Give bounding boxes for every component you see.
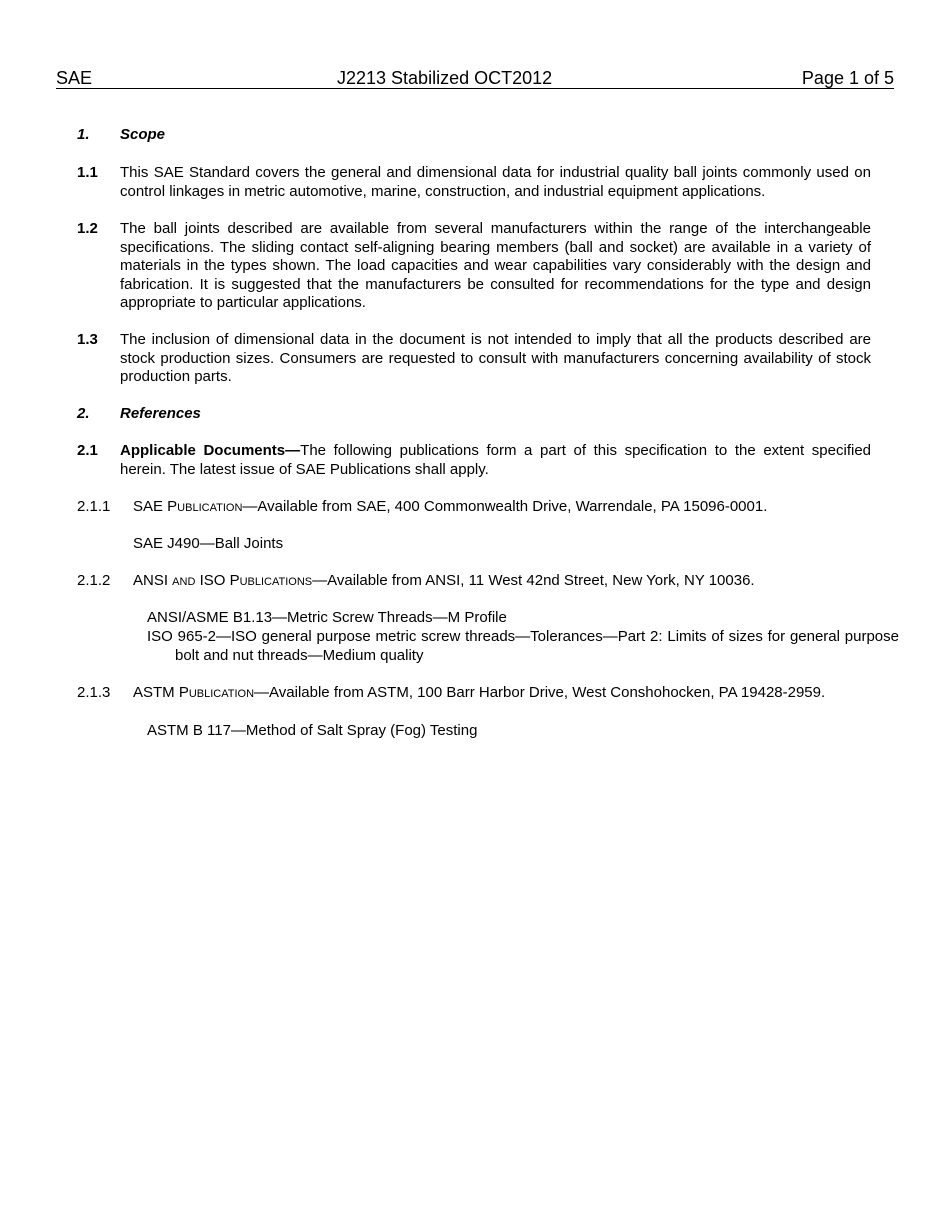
section-1-1 [77,164,871,201]
section-title: Scope [120,126,166,143]
publication-source: ANSI and ISO Publications [133,572,313,589]
paragraph [133,572,871,591]
paragraph: The inclusion of dimensional data in the document is not intended to imply that all the products described are stock production sizes. Consumers are requested to consult with manufacturers concerning availability of stock production parts. [120,331,871,386]
section-number: 1.1 [77,164,98,181]
page-header [56,67,894,89]
section-1-heading [77,126,871,145]
section-title: References [120,405,201,422]
section-number: 2.1.1 [77,498,111,515]
paragraph-lead: Applicable Documents— [120,442,301,459]
paragraph-text: —Available from ANSI, 11 West 42nd Street, New York, NY 10036. [312,572,755,589]
paragraph-text: The following publications form a part of this specification to the extent specified herein. The latest issue of SAE Publications shall apply. [120,442,872,478]
section-1-3 [77,331,871,387]
section-number: 2.1.3 [77,684,111,701]
paragraph [133,498,871,517]
section-2-1-1 [77,498,871,517]
paragraph-text: —Available from ASTM, 100 Barr Harbor Drive, West Conshohocken, PA 19428-2959. [254,684,826,701]
header-org: SAE [56,68,93,88]
section-number: 2.1.2 [77,572,111,589]
paragraph-text: —Available from SAE, 400 Commonwealth Drive, Warrendale, PA 15096-0001. [242,498,768,515]
reference-item: SAE J490—Ball Joints [133,535,284,552]
section-2-1 [77,442,871,479]
section-2-heading [77,405,871,424]
publication-source: ASTM Publication [133,684,255,701]
section-number: 2. [77,405,90,422]
publication-source: SAE Publication [133,498,243,515]
reference-item: ISO 965-2—ISO general purpose metric screw threads—Tolerances—Part 2: Limits of sizes for general purpose bolt and nut threads—Medium quality [147,628,899,664]
section-number: 1. [77,126,90,143]
header-doc-id: J2213 Stabilized OCT2012 [337,68,553,88]
section-number: 1.3 [77,331,98,348]
section-1-2 [77,220,871,313]
section-number: 2.1 [77,442,98,459]
reference-item: ASTM B 117—Method of Salt Spray (Fog) Testing [147,722,478,739]
paragraph: This SAE Standard covers the general and dimensional data for industrial quality ball joints commonly used on control linkages in metric automotive, marine, construction, and industrial equipment applications. [120,164,871,200]
paragraph [133,684,871,703]
paragraph: The ball joints described are available from several manufacturers within the range of the interchangeable specifications. The sliding contact self-aligning bearing members (ball and socket) are available in a variety of materials in the types shown. The load capacities and wear capabilities vary considerably with the design and fabrication. It is suggested that the manufacturers be consulted for recommendations for the type and design appropriate to particular applications. [120,220,871,312]
paragraph [120,442,871,479]
section-number: 1.2 [77,220,98,237]
section-2-1-2 [77,572,871,591]
reference-item: ANSI/ASME B1.13—Metric Screw Threads—M Profile [147,609,507,626]
header-page-number: Page 1 of 5 [801,68,894,88]
section-2-1-3 [77,684,871,703]
